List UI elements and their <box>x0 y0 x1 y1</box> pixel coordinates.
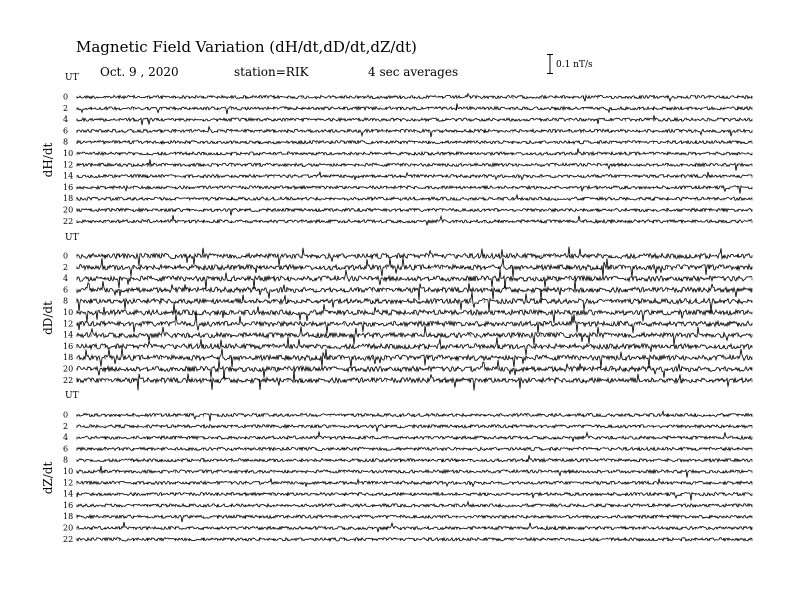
hour-label: 10 <box>63 467 74 476</box>
hour-label: 22 <box>63 534 74 544</box>
panel-ylabel: dH/dt <box>41 142 55 178</box>
ut-label: UT <box>65 391 79 401</box>
date-label: Oct. 9 , 2020 <box>100 65 179 79</box>
hour-label: 0 <box>63 410 69 420</box>
hour-label: 8 <box>63 296 69 306</box>
hour-label: 0 <box>63 251 69 261</box>
hour-label: 12 <box>63 478 74 488</box>
hour-label: 14 <box>63 330 74 340</box>
hour-label: 14 <box>63 489 74 499</box>
hour-label: 4 <box>63 433 69 443</box>
hour-label: 22 <box>63 375 74 385</box>
panel-ylabel: dD/dt <box>41 301 55 335</box>
hour-label: 20 <box>63 523 74 533</box>
hour-label: 8 <box>63 137 69 147</box>
trace-line <box>77 522 752 532</box>
trace-line <box>77 432 752 442</box>
hour-label: 6 <box>63 444 69 454</box>
hour-label: 10 <box>63 149 74 158</box>
hour-label: 12 <box>63 160 74 170</box>
hour-label: 18 <box>63 353 74 363</box>
time-ticks <box>77 209 752 212</box>
ut-label: UT <box>65 233 79 243</box>
hour-label: 10 <box>63 308 74 317</box>
hour-label: 18 <box>63 512 74 522</box>
hour-label: 20 <box>63 364 74 374</box>
scale-label: 0.1 nT/s <box>556 60 593 70</box>
hour-label: 16 <box>63 182 74 192</box>
chart-title: Magnetic Field Variation (dH/dt,dD/dt,dZ/dt) <box>76 38 417 56</box>
hour-label: 8 <box>63 455 69 465</box>
hour-label: 16 <box>63 500 74 510</box>
hour-label: 12 <box>63 319 74 329</box>
hour-label: 6 <box>63 285 69 295</box>
hour-label: 2 <box>63 262 69 272</box>
hour-label: 22 <box>63 216 74 226</box>
averaging-label: 4 sec averages <box>368 65 459 79</box>
hour-label: 4 <box>63 274 69 284</box>
hour-label: 18 <box>63 194 74 204</box>
hour-label: 6 <box>63 126 69 136</box>
hour-label: 20 <box>63 205 74 215</box>
time-ticks <box>77 96 752 99</box>
hour-label: 2 <box>63 421 69 431</box>
hour-label: 2 <box>63 103 69 113</box>
hour-label: 16 <box>63 341 74 351</box>
panel-ylabel: dZ/dt <box>41 461 55 495</box>
hour-label: 14 <box>63 171 74 181</box>
trace-line <box>77 215 752 225</box>
ut-label: UT <box>65 73 79 83</box>
hour-label: 4 <box>63 115 69 125</box>
station-label: station=RIK <box>234 65 309 79</box>
hour-label: 0 <box>63 92 69 102</box>
time-ticks <box>77 175 752 178</box>
